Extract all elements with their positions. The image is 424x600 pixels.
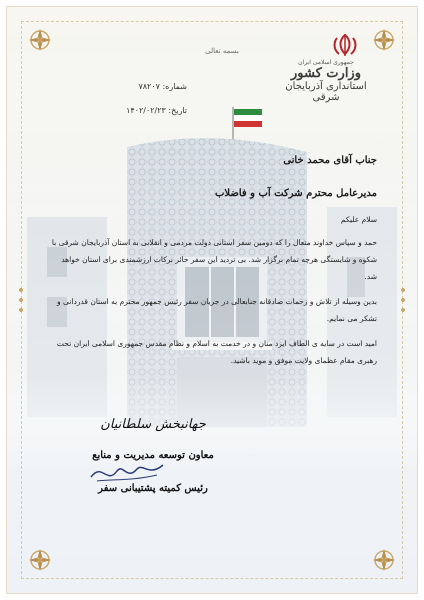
- handwritten-signature-icon: [87, 457, 167, 487]
- side-ornament-right: [399, 285, 407, 315]
- ministry-name: وزارت کشور: [291, 66, 361, 81]
- country-name: جمهوری اسلامی ایران: [298, 59, 354, 66]
- signer-name: جهانبخش سلطانیان: [100, 417, 206, 432]
- ministry-header: [271, 59, 381, 103]
- date-label: تاریخ:: [168, 106, 187, 115]
- addressee-name: جناب آقای محمد خانی: [283, 155, 377, 166]
- reference-number: [67, 75, 187, 99]
- signer-committee: رئیس کمیته پشتیبانی سفر: [98, 483, 208, 494]
- reference-date: [67, 99, 187, 123]
- side-ornament-left: [17, 285, 25, 315]
- signer-title: معاون توسعه مدیریت و منابع: [92, 450, 214, 461]
- addressee-title: مدیرعامل محترم شرکت آب و فاضلاب: [215, 188, 377, 199]
- corner-ornament-icon: [27, 27, 53, 53]
- corner-ornament-icon: [371, 547, 397, 573]
- corner-ornament-icon: [27, 547, 53, 573]
- governorate-name: استانداری آذربایجان شرقی: [285, 81, 367, 103]
- reference-block: [67, 75, 187, 123]
- number-value: ۷۸۲۰۷: [138, 82, 160, 91]
- paragraph-thanks: بدین وسیله از تلاش و زحمات صادقانه جنابعالی در جریان سفر رئیس جمهور محترم به استان قدردانی و تشکر می نمایم.: [57, 297, 377, 323]
- basmala-heading: بسمه تعالی: [205, 47, 239, 55]
- number-label: شماره:: [162, 82, 187, 91]
- certificate-page: [6, 6, 418, 594]
- corner-ornament-icon: [371, 27, 397, 53]
- letter-body: [47, 155, 377, 377]
- greeting: سلام علیکم: [340, 215, 377, 224]
- paragraph-closing: امید است در سایه ی الطاف ایزد منان و در خدمت به اسلام و نظام مقدس جمهوری اسلامی ایران تحت رهبری مقام عظمای ولایت موفق و موید باشید.: [56, 339, 377, 365]
- date-value: ۱۴۰۲/۰۲/۲۳: [126, 106, 166, 115]
- iran-emblem-icon: [325, 32, 365, 58]
- paragraph-intro: حمد و سپاس خداوند متعال را که دومین سفر استانی دولت مردمی و انقلابی به استان آذربایجان شرقی با شکوه و شایستگی هرچه تمام برگزار شد. بی تردید این سفر حائز برکات ارزشمندی برای استان خواهد شد.: [51, 238, 377, 281]
